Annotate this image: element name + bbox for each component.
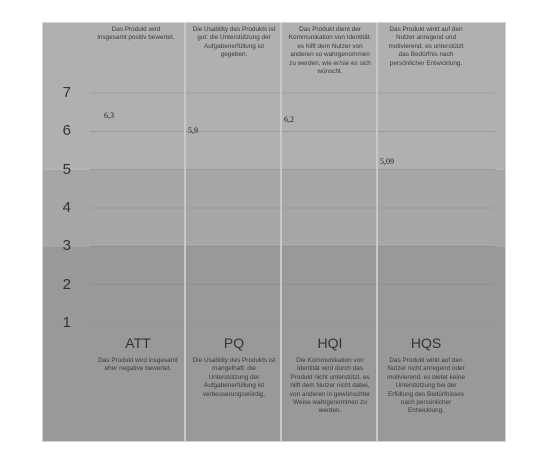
y-tick-label: 5 bbox=[62, 160, 71, 178]
chart-frame bbox=[42, 22, 506, 442]
data-value-label: 6,3 bbox=[104, 110, 114, 120]
bottom-description: Die Usability des Produkts ist mangelhaft: die Unterstützung der Aufgabenerfüllung ist verbesserungswürdig. bbox=[192, 357, 276, 398]
category-label: HQI bbox=[317, 335, 343, 351]
bottom-description: Die Kommunikation von Identität wird durch das Produkt nicht unterstützt. es hilft dem Nutzer nicht dabei, von anderen in gewünschter Weise wahrgenommen zu werden. bbox=[289, 357, 371, 415]
bottom-description: Das Produkt wirkt auf den Nutzer nicht anregend oder motivierend. es bietet keine Unterstützung bei der Erfüllung des Bedürfnisses nach persönlicher Entwicklung. bbox=[387, 357, 465, 415]
category-label: PQ bbox=[223, 335, 245, 351]
y-tick-label: 2 bbox=[62, 275, 71, 293]
y-tick-label: 7 bbox=[62, 84, 71, 101]
data-value-label: 5,9 bbox=[188, 126, 198, 136]
y-tick-label: 3 bbox=[62, 237, 71, 255]
y-tick-label: 4 bbox=[62, 199, 71, 216]
y-tick-label: 6 bbox=[62, 122, 71, 140]
top-description: Die Usability des Produkts ist gut: die Unterstützung der Aufgabenerfüllung ist gegeben. bbox=[192, 26, 276, 59]
data-value-label: 5,09 bbox=[380, 157, 394, 167]
top-description: Das Produkt dient der Kommunikation von Identität. es hilft dem Nutzer von anderen so wahrgenommen zu werden, wie er/sie es sich wünscht. bbox=[288, 26, 372, 76]
bottom-description: Das Produkt wird insgesamt eher negative bewertet. bbox=[98, 357, 178, 373]
y-tick-label: 1 bbox=[62, 314, 71, 331]
category-label: HQS bbox=[410, 335, 442, 351]
data-value-label: 6,2 bbox=[284, 114, 294, 124]
top-description: Das Produkt wirkt auf den Nutzer anregend und motivierend. es unterstützt das Bedürfnis nach persönlicher Entwicklung. bbox=[388, 26, 464, 67]
top-description: Das Produkt wird insgesamt positiv bewertet. bbox=[97, 26, 175, 42]
category-label: ATT bbox=[125, 335, 151, 351]
